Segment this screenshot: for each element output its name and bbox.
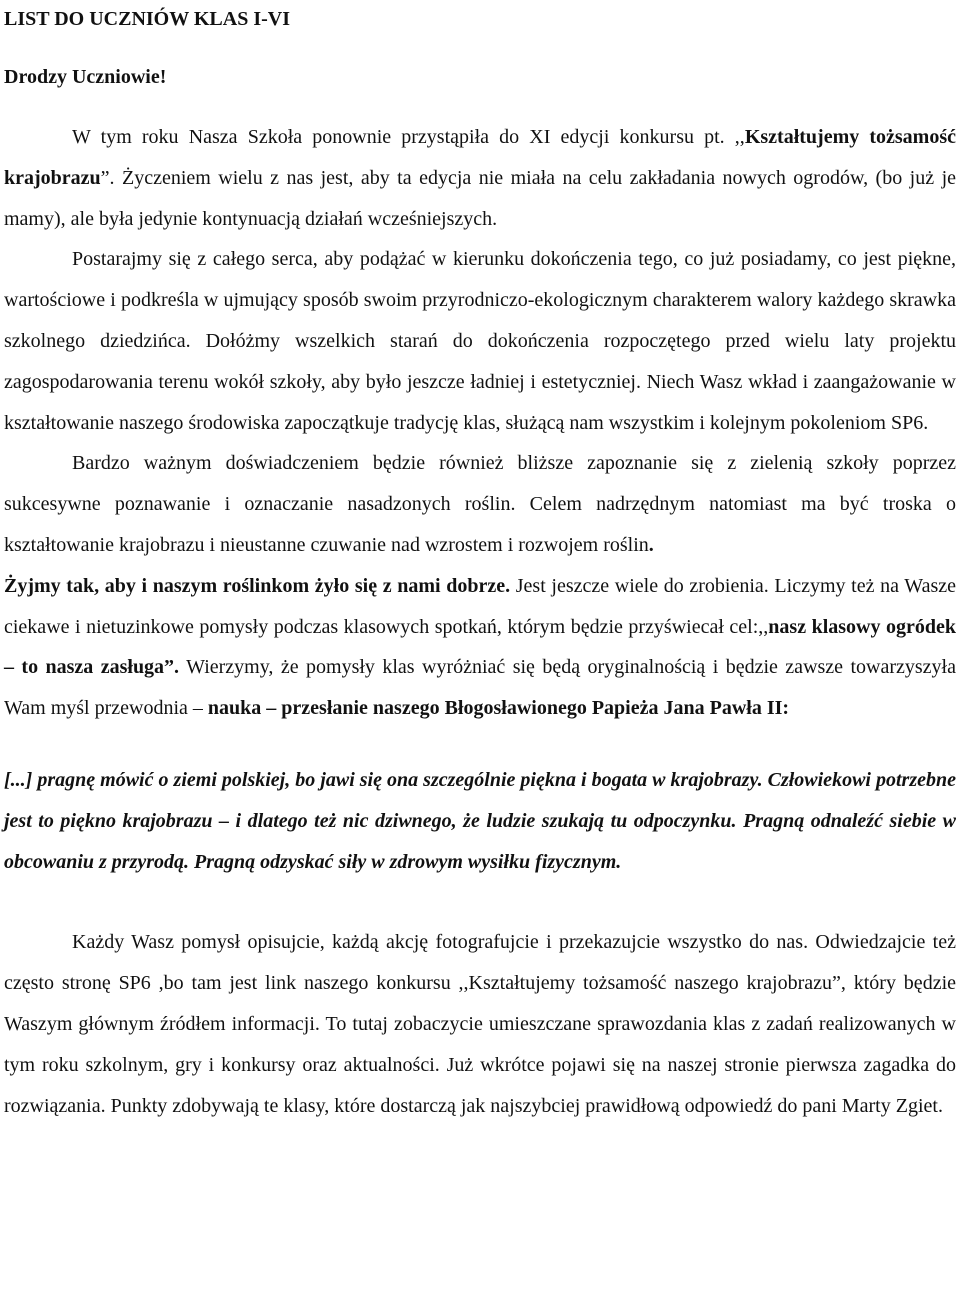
intro-text-2: ”. Życzeniem wielu z nas jest, aby ta edycja nie miała na celu zakładania nowych ogrodów, (bo już je mamy), ale była jedynie kontynuacją działań wcześniejszych.	[4, 166, 956, 230]
plants-text-1-end: .	[648, 533, 654, 556]
motto-line: Żyjmy tak, aby i naszym roślinkom żyło się z nami dobrze.	[4, 574, 511, 597]
plants-text-1: Bardzo ważnym doświadczeniem będzie również bliższe zapoznanie się z zielenią szkoły poprzez sukcesywne poznawanie i oznaczanie nasadzonych roślin. Celem nadrzędnym natomiast ma być troska o kształtowanie krajobrazu i nieustanne czuwanie nad wzrostem i rozwojem roślin	[4, 452, 956, 556]
plants-text-3: Wierzymy, że pomysły klas wyróżniać się będą oryginalnością i będzie zawsze towarzyszyła Wam myśl przewodnia –	[4, 656, 956, 720]
plants-text-2: Jest jeszcze wiele do zrobienia. Liczymy też na Wasze ciekawe i nietuzinkowe pomysły podczas klasowych spotkań, którym będzie przyświecał cel:,,	[4, 574, 956, 638]
class-garden-slogan: nasz klasowy ogródek – to nasza zasługa”.	[4, 615, 956, 679]
paragraph-intro	[4, 117, 956, 443]
closing-text: Każdy Wasz pomysł opisujcie, każdą akcję fotografujcie i przekazujcie wszystko do nas. Odwiedzajcie też często stronę SP6 ,bo tam jest link naszego konkursu ,,Kształtujemy tożsamość naszego krajobrazu”, który będzie Waszym głównym źródłem informacji. To tutaj zobaczycie umieszczane sprawozdania klas z zadań realizowanych w tym roku szkolnym, gry i konkursy oraz aktualności. Już wkrótce pojawi się na naszej stronie pierwsza zagadka do rozwiązania. Punkty zdobywają te klasy, które dostarczą jak najszybciej prawidłową odpowiedź do pani Marty Zgiet.	[4, 931, 956, 1117]
contest-name: Kształtujemy tożsamość krajobrazu	[4, 126, 957, 189]
paragraph-closing	[4, 922, 956, 1126]
intro-text-3: Postarajmy się z całego serca, aby podążać w kierunku dokończenia tego, co już posiadamy, co jest piękne, wartościowe i podkreśla w ujmujący sposób swoim przyrodniczo-ekologicznym charakterem walory każdego skrawka szkolnego dziedzińca. Dołóżmy wszelkich starań do dokończenia rozpoczętego przed wielu laty projektu zagospodarowania terenu wokół szkoły, aby było jeszcze ładniej i estetyczniej. Niech Wasz wkład i zaangażowanie w kształtowanie naszego środowiska zapoczątkuje tradycję klas, służącą nam wszystkim i kolejnym pokoleniom SP6.	[4, 248, 956, 434]
document-title: LIST DO UCZNIÓW KLAS I-VI	[4, 8, 291, 30]
greeting: Drodzy Uczniowie!	[4, 66, 167, 88]
quote-text: [...] pragnę mówić o ziemi polskiej, bo jawi się ona szczególnie piękna i bogata w krajobrazy. Człowiekowi potrzebne jest to piękno krajobrazu – i dlatego też nic dziwnego, że ludzie szukają tu odpoczynku. Pragną odnaleźć siebie w obcowaniu z przyrodą. Pragną odzyskać siły w zdrowym wysiłku fizycznym.	[4, 768, 956, 873]
intro-text-1: W tym roku Nasza Szkoła ponownie przystąpiła do XI edycji konkursu pt. ,,	[72, 126, 745, 148]
pope-quote	[4, 760, 956, 882]
pope-message: nauka – przesłanie naszego Błogosławionego Papieża Jana Pawła II:	[207, 697, 790, 720]
paragraph-plants	[4, 443, 956, 729]
